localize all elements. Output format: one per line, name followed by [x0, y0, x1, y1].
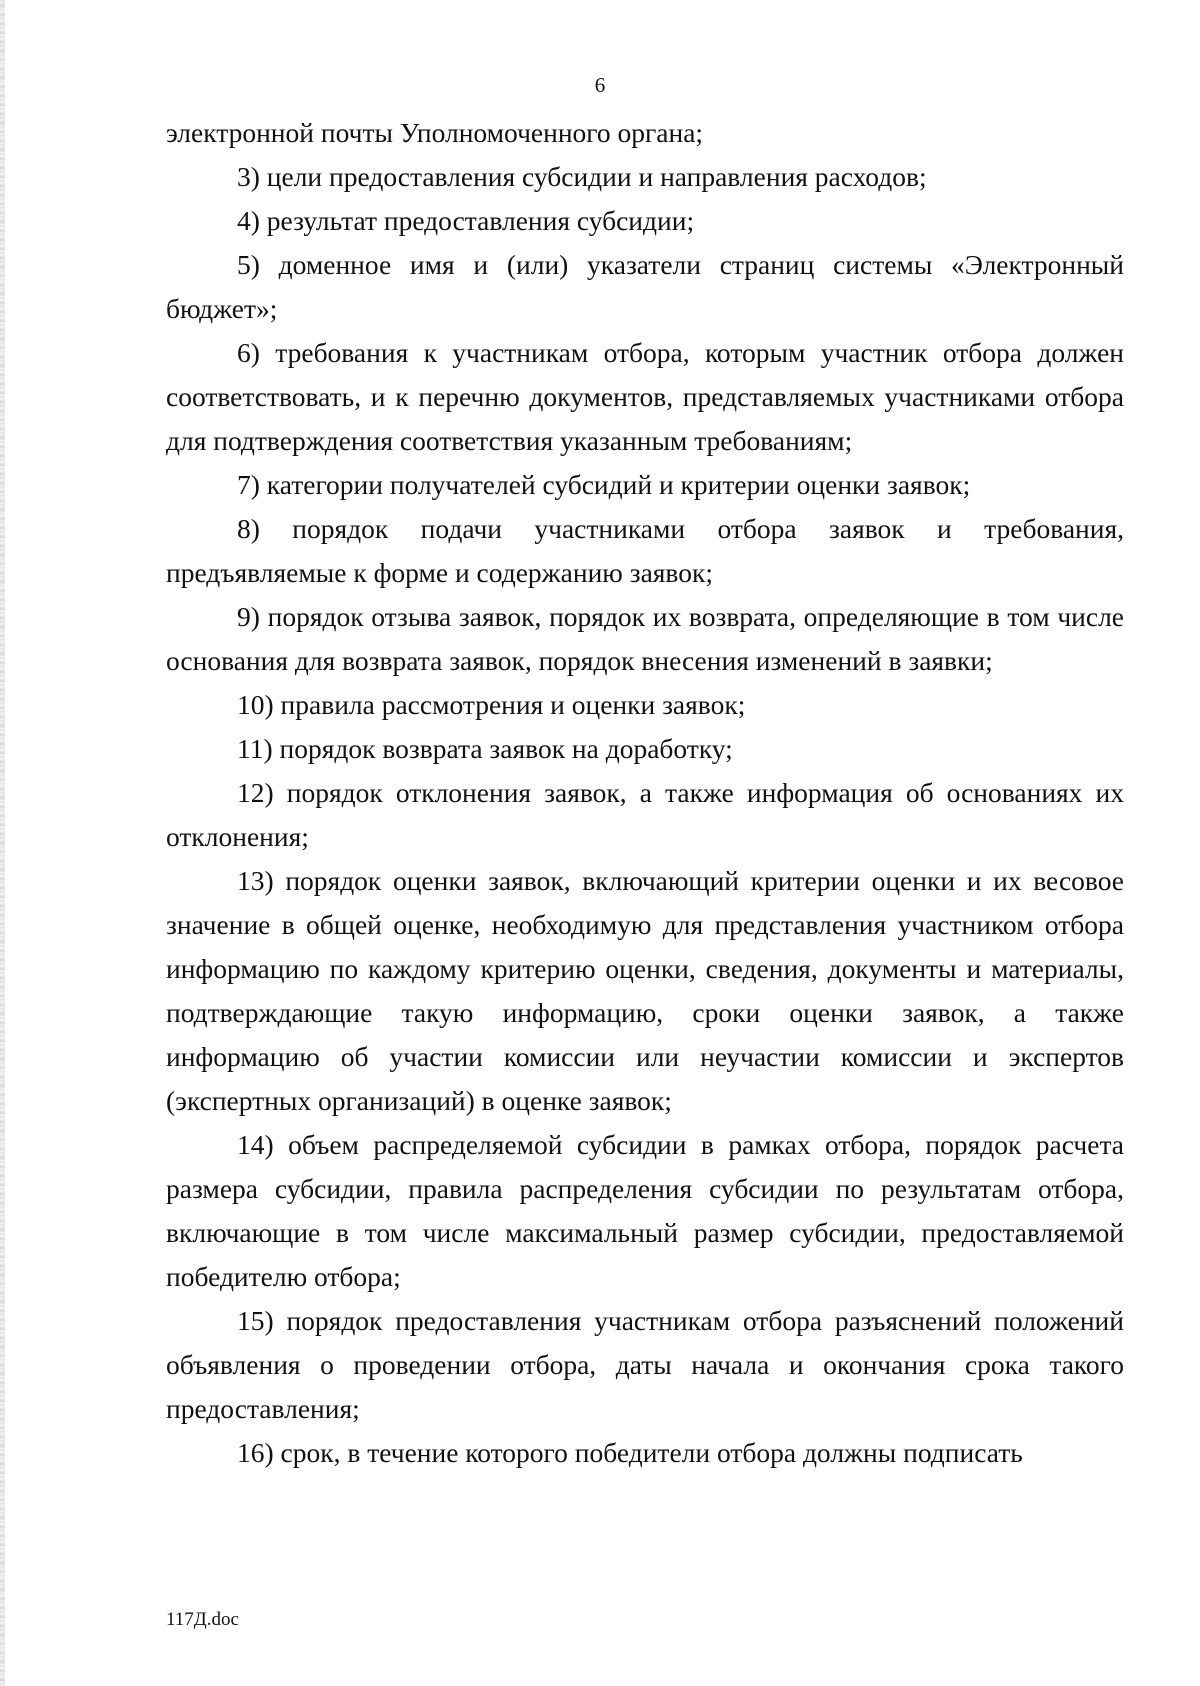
- paragraph-14: 15) порядок предоставления участникам отбора разъяснений положений объявления о проведении отбора, даты начала и окончания срока такого предоставления;: [166, 1305, 1124, 1424]
- paragraph-9: 10) правила рассмотрения и оценки заявок;: [237, 689, 746, 720]
- paragraph-12: 13) порядок оценки заявок, включающий критерии оценки и их весовое значение в общей оценке, необходимую для представления участником отбора информацию по каждому критерию оценки, сведения, документы и материалы, подтверждающие такую информацию, сроки оценки заявок, а также информацию об участии комиссии или неучастии комиссии и экспертов (экспертных организаций) в оценке заявок;: [166, 865, 1124, 1116]
- paragraph-3: 4) результат предоставления субсидии;: [237, 205, 695, 236]
- paragraph-2: 3) цели предоставления субсидии и направления расходов;: [237, 161, 927, 192]
- scan-edge-decoration: [0, 0, 5, 1686]
- document-body: [166, 111, 1124, 1475]
- paragraph-1: электронной почты Уполномоченного органа;: [166, 117, 704, 148]
- paragraph-5: 6) требования к участникам отбора, которым участник отбора должен соответствовать, и к перечню документов, представляемых участниками отбора для подтверждения соответствия указанным требованиям;: [166, 337, 1124, 456]
- footer-filename: 117Д.doc: [166, 1609, 239, 1630]
- paragraph-4: 5) доменное имя и (или) указатели страниц системы «Электронный бюджет»;: [166, 249, 1124, 324]
- paragraph-6: 7) категории получателей субсидий и критерии оценки заявок;: [237, 469, 971, 500]
- paragraph-13: 14) объем распределяемой субсидии в рамках отбора, порядок расчета размера субсидии, правила распределения субсидии по результатам отбора, включающие в том числе максимальный размер субсидии, предоставляемой победителю отбора;: [166, 1129, 1124, 1292]
- paragraph-8: 9) порядок отзыва заявок, порядок их возврата, определяющие в том числе основания для возврата заявок, порядок внесения изменений в заявки;: [166, 601, 1124, 676]
- paragraph-7: 8) порядок подачи участниками отбора заявок и требования, предъявляемые к форме и содержанию заявок;: [166, 513, 1124, 588]
- paragraph-11: 12) порядок отклонения заявок, а также информация об основаниях их отклонения;: [166, 777, 1124, 852]
- paragraph-15: 16) срок, в течение которого победители отбора должны подписать: [237, 1437, 1023, 1468]
- page-number: 6: [594, 73, 606, 97]
- paragraph-10: 11) порядок возврата заявок на доработку;: [237, 733, 733, 764]
